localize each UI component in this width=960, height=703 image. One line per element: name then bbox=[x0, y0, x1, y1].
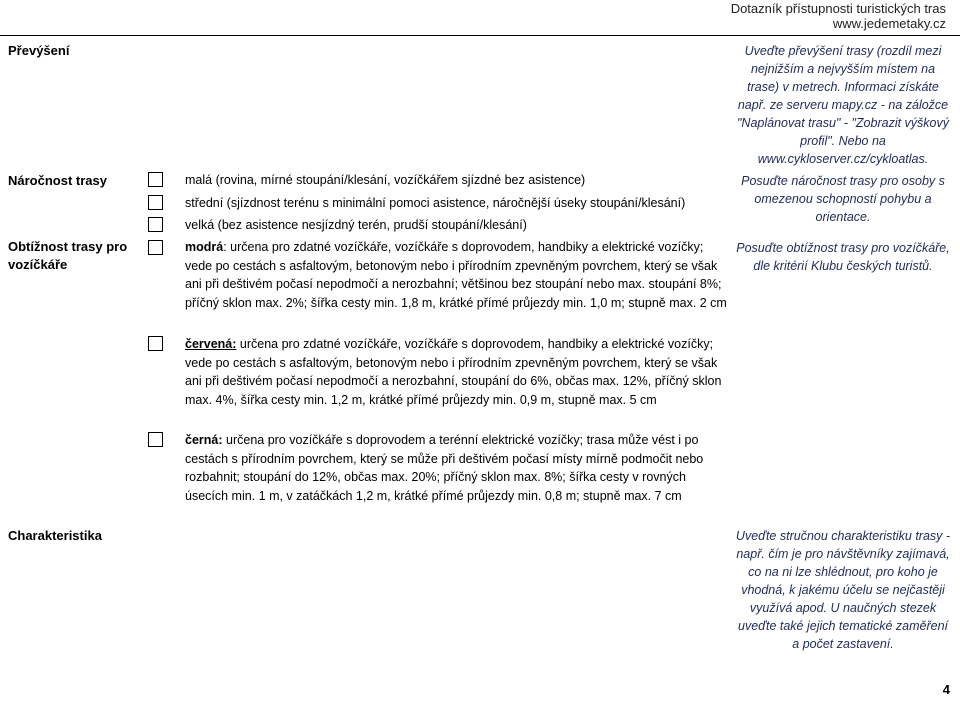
document-title: Dotazník přístupnosti turistických tras bbox=[730, 1, 946, 16]
option-obtiznost-cervena bbox=[185, 335, 730, 409]
term-cerna: černá: bbox=[185, 433, 223, 447]
checkbox-obtiznost-cerna[interactable] bbox=[148, 432, 163, 447]
option-obtiznost-cerna bbox=[185, 431, 730, 505]
desc-cervena: určena pro zdatné vozíčkáře, vozíčkáře s doprovodem, handbiky a elektrické vozíčky; vede po cestách s asfaltovým, betonovým nebo i přírodním zpevněným povrchem, který se však ani při deštivém počasí nepodmočí a nerozbahní, stoupání do 6%, občas max. 12%, příčný sklon max. 4%, šířka cesty min. 1,2 m, krátké přímé průjezdy min. 0,9 m, stupně max. 5 cm bbox=[185, 337, 722, 407]
hint-obtiznost: Posuďte obtížnost trasy pro vozíčkáře, dle kritérií Klubu českých turistů. bbox=[736, 241, 950, 273]
term-cervena: červená: bbox=[185, 337, 237, 351]
page-number: 4 bbox=[942, 682, 950, 697]
option-obtiznost-modra bbox=[185, 238, 730, 312]
checkbox-narocnost-stredni[interactable] bbox=[148, 195, 163, 210]
checkbox-narocnost-velka[interactable] bbox=[148, 217, 163, 232]
label-obtiznost: Obtížnost trasy pro vozíčkáře bbox=[8, 239, 128, 272]
hint-charakteristika: Uveďte stručnou charakteristiku trasy - např. čím je pro návštěvníky zajímavá, co na ni lze shlédnout, pro koho je vhodná, k jakému účelu se nejčastěji využívá apod. U naučných stezek uveďte také jejich tematické zaměření a počet zastavení. bbox=[735, 529, 951, 651]
label-prevyseni: Převýšení bbox=[8, 43, 70, 58]
option-narocnost-stredni: střední (sjízdnost terénu s minimální pomoci asistence, náročnější úseky stoupání/klesání) bbox=[185, 196, 686, 210]
option-narocnost-velka: velká (bez asistence nesjízdný terén, prudší stoupání/klesání) bbox=[185, 218, 527, 232]
checkbox-obtiznost-cervena[interactable] bbox=[148, 336, 163, 351]
document-url: www.jedemetaky.cz bbox=[832, 16, 946, 31]
hint-prevyseni: Uveďte převýšení trasy (rozdíl mezi nejnižším a nejvyšším místem na trase) v metrech. Informaci získáte např. ze serveru mapy.cz - na záložce "Naplánovat trasu" - "Zobrazit výškový profil". Nebo na www.cykloserver.cz/cykloatlas. bbox=[737, 44, 949, 166]
option-narocnost-mala: malá (rovina, mírné stoupání/klesání, vozíčkářem sjízdné bez asistence) bbox=[185, 173, 586, 187]
label-charakteristika: Charakteristika bbox=[8, 528, 102, 543]
hint-narocnost: Posuďte náročnost trasy pro osoby s omezenou schopností pohybu a orientace. bbox=[741, 174, 945, 224]
term-modra: modrá bbox=[185, 240, 224, 254]
checkbox-narocnost-mala[interactable] bbox=[148, 172, 163, 187]
label-narocnost: Náročnost trasy bbox=[8, 173, 107, 188]
header-divider bbox=[0, 35, 960, 36]
desc-cerna: určena pro vozíčkáře s doprovodem a terénní elektrické vozíčky; trasa může vést i po cestách s přírodním povrchem, který se může při deštivém počasí místy mírně podmočit nebo rozbahnit; stoupání do 12%, občas max. 20%; příčný sklon max. 8%; šířka cesty v rovných úsecích min. 1 m, v zatáčkách 1,2 m, krátké přímé průjezdy min. 0,8 m; stupně max. 7 cm bbox=[185, 433, 704, 503]
desc-modra: : určena pro zdatné vozíčkáře, vozíčkáře s doprovodem, handbiky a elektrické vozíčky; vede po cestách s asfaltovým, betonovým nebo i přírodním zpevněným povrchem, který se však ani při deštivém počasí nepodmočí a nerozbahní; většinou bez stoupání nebo max. stoupání 8%; příčný sklon max. 2%; šířka cesty min. 1,8 m, krátké přímé průjezdy min. 1,0 m; stupně max. 2 cm bbox=[185, 240, 727, 310]
checkbox-obtiznost-modra[interactable] bbox=[148, 240, 163, 255]
